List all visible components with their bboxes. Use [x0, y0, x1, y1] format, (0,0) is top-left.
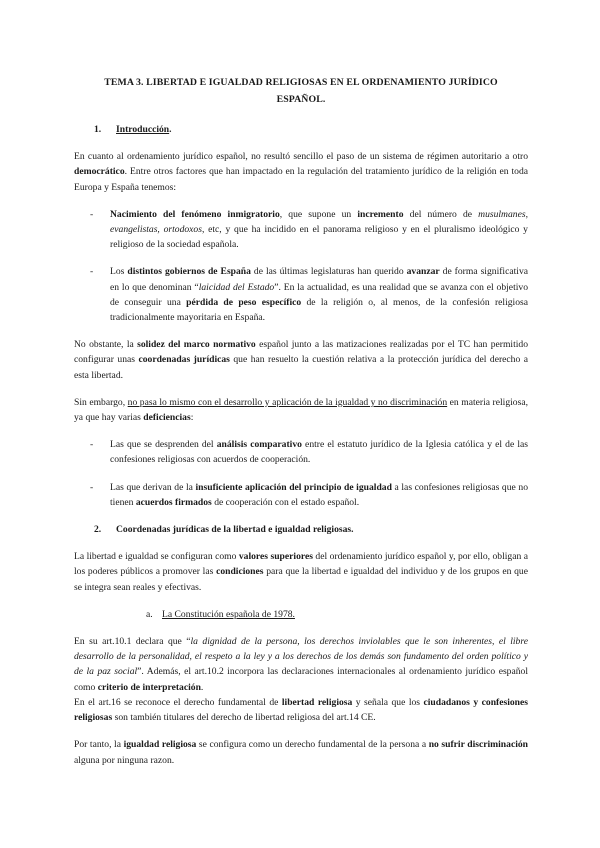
bullet-dash: - [90, 481, 94, 493]
paragraph-intro: En cuanto al ordenamiento jurídico español, no resultó sencillo el paso de un sistema de régimen autoritario a otro democrático. Entre otros factores que han impactado en la regulación del tratamiento jurídico de la religión en toda Europa y España tenemos: [74, 151, 528, 193]
section-label: Coordenadas jurídicas de la libertad e igualdad religiosas [116, 524, 352, 536]
bullet-item-analisis: - Las que se desprenden del análisis comparativo entre el estatuto jurídico de la Iglesia católica y el de las confesiones religiosas con acuerdos de cooperación. [90, 439, 528, 466]
section-heading-coordenadas: 2. Coordenadas jurídicas de la libertad e igualdad religiosas. [94, 522, 528, 537]
subsection-heading-constitucion [146, 607, 528, 622]
paragraph-art16: En el art.16 se reconoce el derecho fundamental de libertad religiosa y señala que los ciudadanos y confesiones religiosas son también titulares del derecho de libertad religiosa del art.14 CE. [74, 696, 528, 724]
bullet-item-insuficiente: - Las que derivan de la insuficiente aplicación del principio de igualdad a las confesiones religiosas que no tienen acuerdos firmados de cooperación con el estado español. [90, 481, 528, 508]
bullet-dash: - [90, 208, 94, 220]
paragraph-por-tanto: Por tanto, la igualdad religiosa se configura como un derecho fundamental de la persona a no sufrir discriminación alguna por ninguna razon. [74, 739, 529, 766]
bullet-item-inmigracion: - Nacimiento del fenómeno inmigratorio, que supone un incremento del número de musulmanes, evangelistas, ortodoxos, etc, y que ha incidido en el panorama religioso y en el pluralismo ideológico y religioso de la sociedad española. [90, 208, 528, 251]
bullet-item-gobiernos: - Los distintos gobiernos de España de las últimas legislaturas han querido avanzar de forma significativa en lo que denominan “laicidad del Estado”. En la actualidad, es una realidad que se avanza con el objetivo de conseguir una pérdida de peso específico de la religión o, al menos, de la confesión religiosa tradicionalmente mayoritaria en España. [90, 266, 528, 324]
paragraph-sin-embargo: Sin embargo, no pasa lo mismo con el desarrollo y aplicación de la igualdad y no discriminación en materia religiosa, ya que hay varias deficiencias: [74, 396, 528, 424]
subsection-letter: a. [146, 608, 153, 620]
section-heading-introduccion: 1. Introducción. [94, 122, 528, 137]
document-title: TEMA 3. LIBERTAD E IGUALDAD RELIGIOSAS EN EL ORDENAMIENTO JURÍDICO ESPAÑOL. [104, 77, 498, 105]
section-number: 1. [94, 124, 102, 135]
bullet-dash: - [90, 266, 94, 278]
paragraph-art10: En su art.10.1 declara que “la dignidad de la persona, los derechos inviolables que le son inherentes, el libre desarrollo de la personalidad, el respeto a la ley y a los derechos de los demás son fundamento del orden político y de la paz social”. Además, el art.10.2 incorpora las declaraciones internacionales al ordenamiento jurídico español como criterio de interpretación. [74, 636, 528, 693]
paragraph-valores: La libertad e igualdad se configuran como valores superiores del ordenamiento jurídico español y, por ello, obligan a los poderes públicos a promover las condiciones para que la libertad e igualdad del individuo y de los grupos en que se integra sean reales y efectivas. [74, 551, 528, 593]
section-label: Introducción [116, 124, 170, 135]
subsection-label: La Constitución española de 1978. [162, 608, 295, 620]
paragraph-no-obstante: No obstante, la solidez del marco normativo español junto a las matizaciones realizadas por el TC han permitido configurar unas coordenadas jurídicas que han resuelto la cuestión relativa a la protección jurídica del derecho a esta libertad. [74, 339, 529, 381]
bullet-dash: - [90, 439, 94, 451]
section-number: 2. [94, 524, 102, 536]
